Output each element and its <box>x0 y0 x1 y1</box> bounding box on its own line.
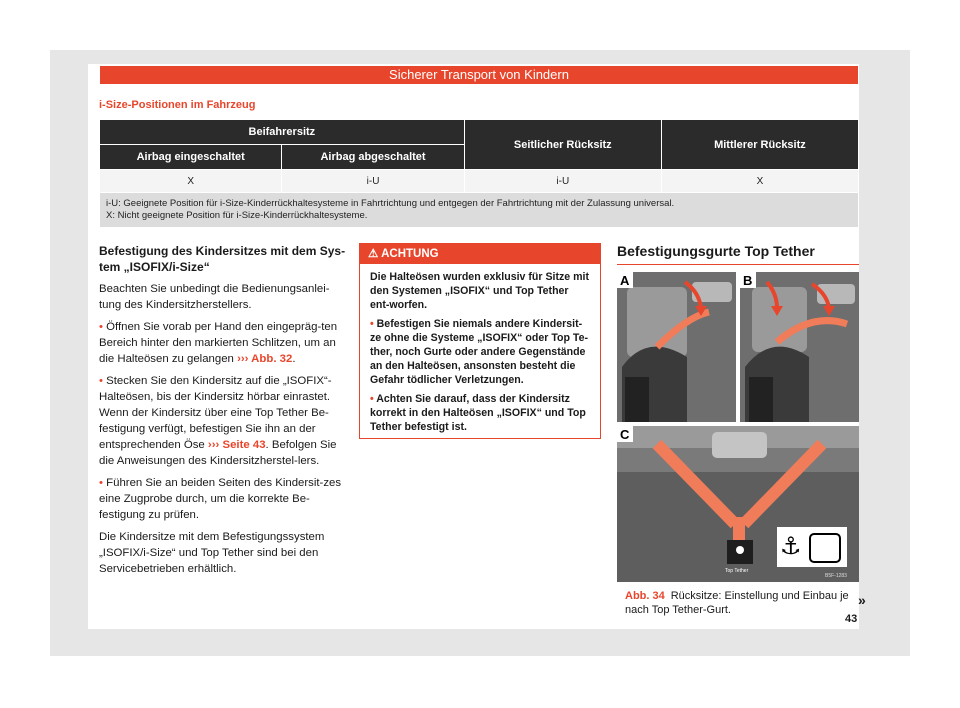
warning-header <box>360 244 600 264</box>
th-mittlerer: Mittlerer Rücksitz <box>661 120 858 170</box>
section-title: i-Size-Positionen im Fahrzeug <box>99 99 256 111</box>
page-link[interactable]: ››› Seite 43 <box>207 439 266 451</box>
table-cell: i-U <box>464 170 661 193</box>
bullet-icon: • <box>99 321 107 333</box>
intro-text: Beachten Sie unbedingt die Bedienungsanlei-tung des Kindersitzherstellers. <box>99 283 330 311</box>
warning-text: Befestigen Sie niemals andere Kindersit-ze ohne die Systeme „ISOFIX“ oder Top Te-ther, noch Gurte oder andere Gegenstände an den Halteösen, ansonsten besteht die Gefahr tödlicher Verletzungen. <box>370 318 588 386</box>
bullet-text: Öffnen Sie vorab per Hand den eingepräg-ten Bereich hinter den markierten Schlitzen, um an die Halteösen zu gelangen <box>99 321 338 365</box>
panel-b <box>740 272 859 422</box>
anchor-icon: ⚓ <box>780 532 802 560</box>
chapter-header: Sicherer Transport von Kindern <box>100 66 858 84</box>
bullet-icon: • <box>370 393 377 405</box>
th-airbag-off: Airbag abgeschaltet <box>282 145 464 170</box>
figure-code: B5F-1283 <box>825 573 847 579</box>
bullet-text: Stecken Sie den Kindersitz auf die „ISOFIX“-Halteösen, bis der Kindersitz hörbar einrastet. Wenn der Kindersitz über eine Top Tether Be-festigung verfügt, befestigen Sie ihn an der entsprechenden Öse <box>99 375 332 451</box>
table-cell: X <box>661 170 858 193</box>
label-a: A <box>620 273 630 288</box>
panel-a <box>617 272 736 422</box>
figure-caption <box>625 589 855 617</box>
instructions-heading: Befestigung des Kindersitzes mit dem Sys-tem „ISOFIX/i-Size“ <box>99 244 346 274</box>
outro-text: Die Kindersitze mit dem Befestigungssystem „ISOFIX/i-Size“ und Top Tether sind bei den Servicebetrieben erhältlich. <box>99 531 325 575</box>
figure-heading: Befestigungsgurte Top Tether <box>617 243 859 265</box>
th-airbag-on: Airbag eingeschaltet <box>100 145 282 170</box>
bullet-icon: • <box>99 477 107 489</box>
bullet-3 <box>99 475 347 523</box>
table-legend <box>100 193 859 228</box>
bullet-2 <box>99 373 347 469</box>
warning-paragraph: Die Halteösen wurden exklusiv für Sitze mit den Systemen „ISOFIX“ und Top Tether ent-worfen. <box>370 271 589 311</box>
warning-title: ACHTUNG <box>381 248 439 260</box>
page-number: 43 <box>845 613 858 625</box>
th-beifahrersitz: Beifahrersitz <box>100 120 465 145</box>
th-seitlicher: Seitlicher Rücksitz <box>464 120 661 170</box>
bullet-text: Führen Sie an beiden Seiten des Kindersit-zes eine Zugprobe durch, um die korrekte Be-festigung zu prüfen. <box>99 477 342 521</box>
warning-box <box>359 243 601 439</box>
continue-arrow-icon: » <box>858 592 866 608</box>
table-cell: X <box>100 170 282 193</box>
label-b: B <box>743 273 753 288</box>
bullet-1: • Öffnen Sie vorab per Hand den eingepräg-ten Bereich hinter den markierten Schlitzen, um an die Halteösen zu gelangen ››› Abb. 32. <box>99 321 338 365</box>
warning-paragraph <box>370 392 590 434</box>
caption-number: Abb. 34 <box>625 590 665 602</box>
legend-line: i-U: Geeignete Position für i-Size-Kinderrückhaltesysteme in Fahrtrichtung und entgegen der Fahrtrichtung mit der Zulassung universal. <box>106 198 675 209</box>
bullet-text-tail: . Befolgen Sie die Anweisungen des Kindersitzherstel-lers. <box>99 439 337 467</box>
instructions-column <box>99 243 347 583</box>
label-c: C <box>620 427 630 442</box>
table-cell: i-U <box>282 170 464 193</box>
warning-triangle-icon: ⚠ <box>368 248 379 260</box>
caption-text: Rücksitze: Einstellung und Einbau je nach Top Tether-Gurt. <box>625 590 849 616</box>
panel-c <box>617 426 859 582</box>
tether-tag: Top Tether <box>725 568 749 574</box>
warning-body <box>360 264 600 434</box>
warning-text: Achten Sie darauf, dass der Kindersitz korrekt in den Halteösen „ISOFIX“ und Top Tether befestigt ist. <box>370 393 586 433</box>
top-tether-illustration <box>617 272 859 582</box>
figure-link[interactable]: ››› Abb. 32 <box>237 353 293 365</box>
isize-positions-table <box>99 119 859 228</box>
bullet-icon: • <box>370 318 377 330</box>
bullet-icon: • <box>99 375 107 387</box>
legend-line: X: Nicht geeignete Position für i-Size-Kinderrückhaltesysteme. <box>106 210 368 221</box>
warning-paragraph <box>370 317 590 387</box>
